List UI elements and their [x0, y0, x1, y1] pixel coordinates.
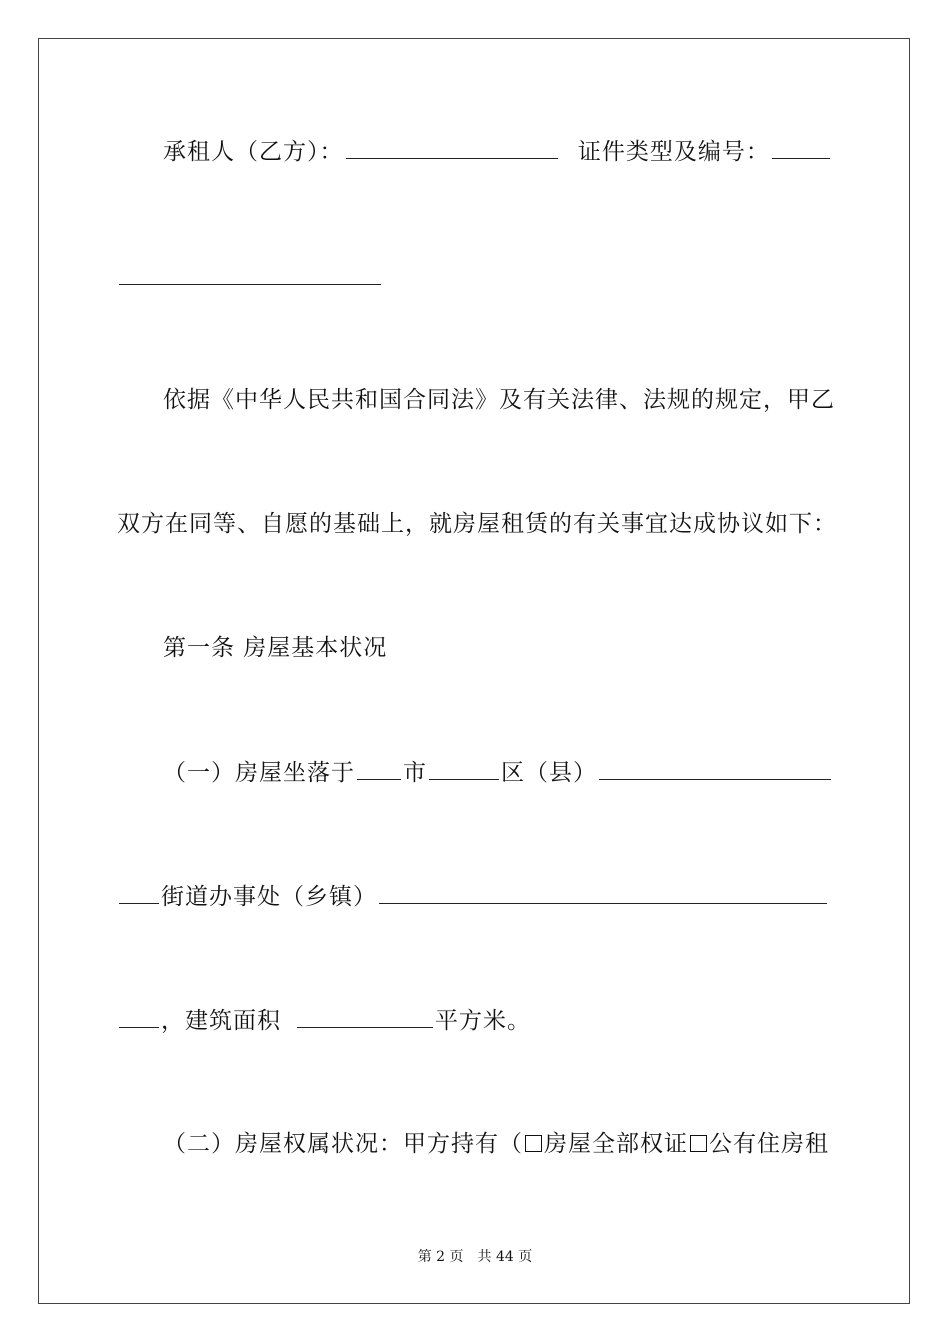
- page-footer: 第 2 页 共 44 页: [417, 1249, 533, 1265]
- item-1-district: 区（县）: [501, 760, 597, 786]
- intro-line-2: 双方在同等、自愿的基础上，就房屋租赁的有关事宜达成协议如下：: [117, 511, 837, 537]
- lessee-id-continuation: [117, 262, 383, 293]
- street-detail-blank: [379, 881, 827, 904]
- street-blank: [119, 881, 159, 904]
- item-1-area-label: ，建筑面积: [161, 1008, 281, 1034]
- item-1-prefix: （一）房屋坐落于: [163, 760, 355, 786]
- item-2-option-1: 房屋全部权证: [544, 1131, 688, 1157]
- intro-line-1: 依据《中华人民共和国合同法》及有关法律、法规的规定，甲乙: [163, 387, 835, 413]
- article-1-title: 第一条 房屋基本状况: [163, 635, 388, 661]
- item-2-option-2: 公有住房租: [709, 1131, 829, 1157]
- area-blank: [297, 1005, 433, 1028]
- article-1-item-1-line-1: [163, 757, 833, 788]
- item-1-street: 街道办事处（乡镇）: [161, 884, 377, 910]
- district-blank: [429, 757, 499, 780]
- lessee-label: 承租人（乙方）：: [163, 139, 344, 165]
- lessee-id-blank-2: [119, 262, 381, 285]
- district-detail-blank: [599, 757, 831, 780]
- lessee-id-blank: [772, 136, 830, 159]
- city-blank: [357, 757, 401, 780]
- item-2-prefix: （二）房屋权属状况：甲方持有（: [163, 1131, 523, 1157]
- lessee-id-label: 证件类型及编号：: [577, 139, 770, 165]
- lessee-line: [163, 136, 832, 167]
- page-frame: [38, 38, 910, 1304]
- lessee-name-blank: [346, 136, 558, 159]
- article-1-item-2-line-1: [163, 1129, 829, 1159]
- item-1-area-unit: 平方米。: [435, 1008, 531, 1034]
- checkbox-full-ownership[interactable]: [525, 1135, 542, 1152]
- article-1-item-1-line-3: [117, 1005, 531, 1036]
- article-1-item-1-line-2: [117, 881, 829, 912]
- address-end-blank: [119, 1005, 159, 1028]
- checkbox-public-housing[interactable]: [690, 1135, 707, 1152]
- item-1-city: 市: [403, 760, 427, 786]
